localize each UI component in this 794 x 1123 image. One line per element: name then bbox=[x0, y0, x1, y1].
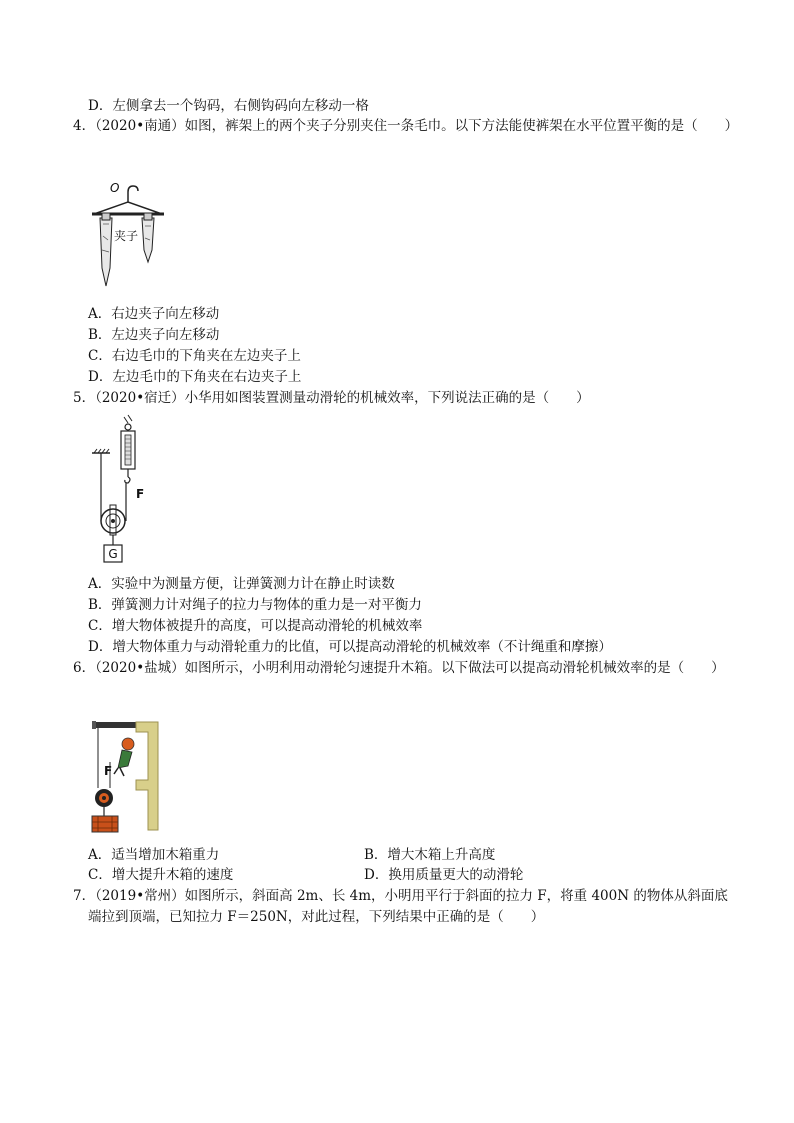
hanger-hook bbox=[128, 186, 138, 202]
q5-figure-movable-pulley bbox=[88, 413, 158, 565]
force-label: F bbox=[136, 487, 145, 501]
q5-option-d: D．增大物体重力与动滑轮重力的比值，可以提高动滑轮的机械效率（不计绳重和摩擦） bbox=[88, 639, 612, 655]
clip-label: 夹子 bbox=[114, 229, 139, 243]
weight-label: G bbox=[108, 547, 118, 561]
q4-figure-trouser-hanger bbox=[88, 180, 168, 292]
left-clip bbox=[102, 213, 110, 220]
hanger-frame bbox=[94, 202, 162, 214]
q5-stem: 5．（2020•宿迁）小华用如图装置测量动滑轮的机械效率，下列说法正确的是（ ） bbox=[73, 390, 590, 406]
platform bbox=[136, 722, 158, 830]
q6-option-c: C．增大提升木箱的速度 bbox=[88, 867, 234, 883]
worker-body bbox=[118, 750, 132, 768]
scale-hook bbox=[125, 477, 130, 483]
q4-option-c: C．右边毛巾的下角夹在左边夹子上 bbox=[88, 348, 301, 364]
q4-option-b: B．左边夹子向左移动 bbox=[88, 327, 220, 343]
q3-option-d: D．左侧拿去一个钩码，右侧钩码向左移动一格 bbox=[88, 98, 369, 114]
right-towel bbox=[142, 218, 154, 262]
q4-option-a: A．右边夹子向左移动 bbox=[88, 306, 220, 322]
left-towel bbox=[100, 218, 112, 286]
q4-option-d: D．左边毛巾的下角夹在右边夹子上 bbox=[88, 369, 302, 385]
right-clip bbox=[144, 213, 152, 220]
q6-option-a: A．适当增加木箱重力 bbox=[88, 847, 220, 863]
worker-head bbox=[122, 738, 134, 750]
q6-figure-worker-pulley bbox=[88, 718, 164, 834]
q7-stem-line2: 端拉到顶端，已知拉力 F＝250N，对此过程，下列结果中正确的是（ ） bbox=[88, 909, 545, 925]
q6-option-d: D．换用质量更大的动滑轮 bbox=[364, 867, 524, 883]
q7-stem-line1: 7．（2019•常州）如图所示，斜面高 2m、长 4m，小明用平行于斜面的拉力 F，将重 400N 的物体从斜面底 bbox=[73, 888, 728, 904]
force-label: F bbox=[104, 764, 113, 778]
beam bbox=[94, 722, 136, 728]
point-o-label: O bbox=[110, 181, 120, 195]
q6-stem: 6．（2020•盐城）如图所示，小明利用动滑轮匀速提升木箱。以下做法可以提高动滑轮机械效率的是（ ） bbox=[73, 660, 725, 676]
wooden-crate bbox=[92, 816, 118, 832]
q5-option-c: C．增大物体被提升的高度，可以提高动滑轮的机械效率 bbox=[88, 618, 423, 634]
q4-stem: 4．（2020•南通）如图，裤架上的两个夹子分别夹住一条毛巾。以下方法能使裤架在水平位置平衡的是（ ） bbox=[73, 118, 739, 134]
q5-option-b: B．弹簧测力计对绳子的拉力与物体的重力是一对平衡力 bbox=[88, 597, 422, 613]
q5-option-a: A．实验中为测量方便，让弹簧测力计在静止时读数 bbox=[88, 576, 395, 592]
q6-option-b: B．增大木箱上升高度 bbox=[364, 847, 496, 863]
